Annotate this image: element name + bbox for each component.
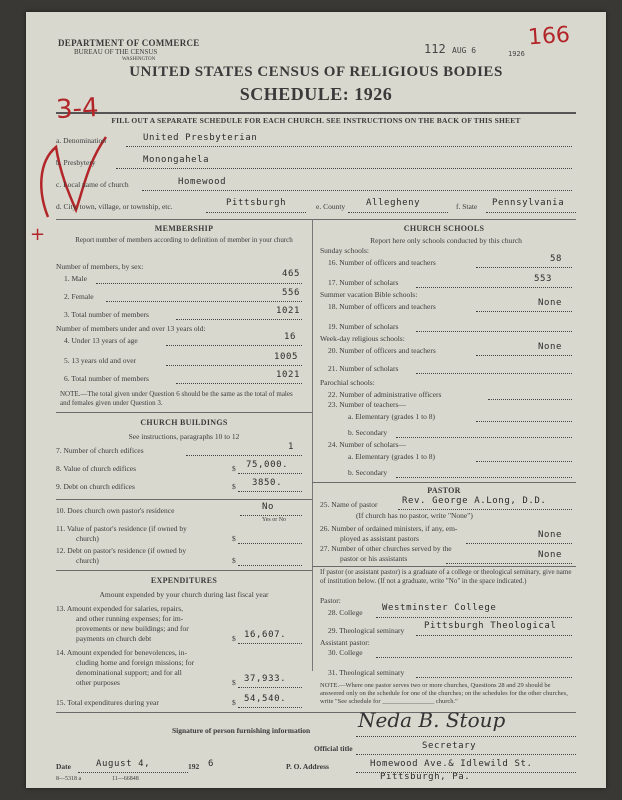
q22-label: 22. Number of administrative officers	[328, 390, 442, 399]
received-stamp-year: 1926	[508, 50, 525, 58]
q22-line[interactable]	[488, 399, 572, 400]
q9-line	[238, 491, 302, 492]
date-label: Date	[56, 762, 71, 771]
q13-label: 13. Amount expended for salaries, repairs,	[56, 604, 184, 613]
q26-label: 26. Number of ordained ministers, if any, em-	[320, 524, 458, 533]
q27-line	[446, 563, 572, 564]
q21-label: 21. Number of scholars	[328, 364, 399, 373]
q20-label: 20. Number of officers and teachers	[328, 346, 436, 355]
membership-heading: MEMBERSHIP	[154, 224, 214, 233]
q15-line	[238, 707, 302, 708]
presbytery-label: b. Presbytery	[56, 158, 96, 167]
handwritten-number: 166	[527, 22, 571, 51]
q24b-label: b. Secondary	[348, 468, 388, 477]
signature-label: Signature of person furnishing information	[172, 726, 311, 735]
city-line	[206, 212, 306, 213]
q19-label: 19. Number of scholars	[328, 322, 399, 331]
received-stamp-number: 112	[424, 42, 446, 56]
presbytery-value[interactable]: Monongahela	[143, 155, 210, 165]
q25-label: 25. Name of pastor	[320, 500, 378, 509]
year-digit[interactable]: 6	[208, 759, 215, 769]
pastor-note: NOTE.—Where one pastor serves two or more churches, Questions 28 and 29 should be answered only on the schedule for one of the churches; on the schedules for the other churches, write "See schedule for ________________ church."	[320, 682, 568, 705]
city-name: WASHINGTON	[122, 57, 156, 62]
schools-heading: CHURCH SCHOOLS	[403, 224, 485, 233]
county-line	[348, 212, 448, 213]
q14-label-2: cluding home and foreign missions; for	[76, 658, 195, 667]
q28-value[interactable]: Westminster College	[382, 603, 497, 613]
state-line	[486, 212, 576, 213]
state-value[interactable]: Pennsylvania	[492, 198, 565, 208]
county-label: e. County	[316, 202, 346, 211]
q6-value[interactable]: 1021	[276, 370, 301, 380]
q28-line	[376, 617, 572, 618]
q12-label-cont: church)	[76, 556, 99, 565]
q13-label-2: and other running expenses; for im-	[76, 614, 184, 623]
q2-label: 2. Female	[64, 292, 94, 301]
q24b-line[interactable]	[396, 477, 572, 478]
city-label: d. City, town, village, or township, etc.	[56, 202, 173, 211]
q26-line	[466, 543, 572, 544]
q8-label: 8. Value of church edifices	[56, 464, 137, 473]
signature-value[interactable]: Neda B. Stoup	[358, 708, 506, 732]
q23b-line[interactable]	[396, 437, 572, 438]
handwritten-code: 3-4	[55, 92, 100, 126]
q25-value[interactable]: Rev. George A.Long, D.D.	[402, 496, 547, 506]
q26-label-cont: ployed as assistant pastors	[340, 534, 419, 543]
q14-value[interactable]: 37,933.	[244, 674, 287, 684]
q6-label: 6. Total number of members	[64, 374, 149, 383]
q12-label: 12. Debt on pastor's residence (if owned by	[56, 546, 187, 555]
city-value[interactable]: Pittsburgh	[226, 198, 287, 208]
church-name-label: c. Local name of church	[56, 180, 129, 189]
q25-note: (If church has no pastor, write "None")	[356, 511, 473, 520]
q23a-line[interactable]	[476, 421, 572, 422]
q11-dollar: $	[232, 534, 236, 543]
q5-line	[166, 365, 302, 366]
q9-value[interactable]: 3850.	[252, 478, 283, 488]
year-prefix: 192	[188, 762, 200, 771]
q8-value[interactable]: 75,000.	[246, 460, 289, 470]
q27-label: 27. Number of other churches served by the	[320, 544, 452, 553]
q18-label: 18. Number of officers and teachers	[328, 302, 436, 311]
q21-line[interactable]	[416, 373, 572, 374]
q23b-label: b. Secondary	[348, 428, 388, 437]
q17-label: 17. Number of scholars	[328, 278, 399, 287]
q7-label: 7. Number of church edifices	[56, 446, 144, 455]
sunday-schools-label: Sunday schools:	[320, 246, 369, 255]
q6-line	[176, 383, 302, 384]
header-rule	[56, 112, 576, 114]
q10-line	[240, 515, 302, 516]
date-line	[78, 772, 188, 773]
q28-label: 28. College	[328, 608, 363, 617]
q20-line	[476, 355, 572, 356]
members-age-label: Number of members under and over 13 years old:	[56, 324, 206, 333]
signature-line	[356, 736, 576, 737]
graduate-note: If pastor (or assistant pastor) is a graduate of a college or theological seminary, give name of institution below. (If not a graduate, write "No" in the space indicated.)	[320, 568, 572, 585]
q12-line[interactable]	[238, 565, 302, 566]
q15-value[interactable]: 54,540.	[244, 694, 287, 704]
q24a-line[interactable]	[476, 461, 572, 462]
state-label: f. State	[456, 202, 478, 211]
form-title: UNITED STATES CENSUS OF RELIGIOUS BODIES	[129, 64, 503, 80]
q9-label: 9. Debt on church edifices	[56, 482, 135, 491]
schools-intro: Report here only schools conducted by this church	[370, 236, 522, 245]
q25-line	[398, 509, 572, 510]
q18-value[interactable]: None	[538, 298, 563, 308]
q30-line[interactable]	[376, 657, 572, 658]
expenditures-intro: Amount expended by your church during last fiscal year	[99, 590, 269, 599]
weekday-schools-label: Week-day religious schools:	[320, 334, 405, 343]
q10-label: 10. Does church own pastor's residence	[56, 506, 175, 515]
pastor-rule	[312, 566, 576, 567]
official-title-label: Official title	[314, 744, 353, 753]
yes-no-hint: Yes or No	[262, 517, 287, 523]
q14-label-3: denominational support; and for all	[76, 668, 182, 677]
q23-label: 23. Number of teachers—	[328, 400, 406, 409]
q1-value[interactable]: 465	[282, 269, 301, 279]
presbytery-line	[116, 168, 572, 169]
expenditures-rule	[56, 570, 312, 571]
official-title-value[interactable]: Secretary	[422, 741, 477, 751]
church-name-value[interactable]: Homewood	[178, 177, 227, 187]
q13-line	[238, 643, 302, 644]
q1-label: 1. Male	[64, 274, 87, 283]
q16-line	[476, 267, 572, 268]
q29-value[interactable]: Pittsburgh Theological	[424, 621, 557, 631]
q26-value[interactable]: None	[538, 530, 563, 540]
q17-value[interactable]: 553	[534, 274, 553, 284]
q7-line	[186, 455, 302, 456]
q4-value[interactable]: 16	[284, 332, 297, 342]
q3-line	[176, 319, 302, 320]
q16-value[interactable]: 58	[550, 254, 563, 264]
q30-label: 30. College	[328, 648, 363, 657]
q10-value[interactable]: No	[262, 502, 275, 512]
q13-label-3: provements or new buildings; and for	[76, 624, 189, 633]
q4-line	[166, 345, 302, 346]
assistant-sublabel: Assistant pastor:	[320, 638, 370, 647]
column-divider	[312, 219, 313, 671]
county-value[interactable]: Allegheny	[366, 198, 421, 208]
buildings-rule	[56, 499, 312, 500]
q27-label-cont: pastor or his assistants	[340, 554, 408, 563]
census-form-sheet	[26, 12, 606, 788]
q3-label: 3. Total number of members	[64, 310, 149, 319]
q31-label: 31. Theological seminary	[328, 668, 405, 677]
summer-schools-label: Summer vacation Bible schools:	[320, 290, 418, 299]
q24a-label: a. Elementary (grades 1 to 8)	[348, 452, 436, 461]
denomination-value[interactable]: United Presbyterian	[143, 133, 258, 143]
denomination-label: a. Denomination	[56, 136, 106, 145]
buildings-intro: See instructions, paragraphs 10 to 12	[128, 432, 240, 441]
members-by-sex-label: Number of members, by sex:	[56, 262, 144, 271]
q15-dollar: $	[232, 698, 236, 707]
identity-rule	[56, 219, 576, 220]
q2-value[interactable]: 556	[282, 288, 301, 298]
membership-intro: Report number of members according to definition of member in your church	[75, 236, 293, 244]
q27-value[interactable]: None	[538, 550, 563, 560]
church-name-line	[142, 190, 572, 191]
date-value[interactable]: August 4,	[96, 759, 151, 769]
q14-label: 14. Amount expended for benevolences, in-	[56, 648, 188, 657]
print-code-2: 11—66848	[112, 776, 139, 782]
expenditures-heading: EXPENDITURES	[150, 576, 218, 585]
official-title-line	[356, 754, 576, 755]
q14-dollar: $	[232, 678, 236, 687]
q9-dollar: $	[232, 482, 236, 491]
department-name: DEPARTMENT OF COMMERCE	[58, 38, 200, 48]
q13-label-4: payments on church debt	[76, 634, 152, 643]
q23a-label: a. Elementary (grades 1 to 8)	[348, 412, 436, 421]
q14-line	[238, 687, 302, 688]
q16-label: 16. Number of officers and teachers	[328, 258, 436, 267]
q14-label-4: other purposes	[76, 678, 120, 687]
form-instruction: FILL OUT A SEPARATE SCHEDULE FOR EACH CHURCH. SEE INSTRUCTIONS ON THE BACK OF THIS SHEET	[111, 116, 521, 125]
q7-value[interactable]: 1	[288, 442, 295, 452]
q2-line	[106, 301, 302, 302]
q13-dollar: $	[232, 634, 236, 643]
q11-label: 11. Value of pastor's residence (if owned by	[56, 524, 187, 533]
q15-label: 15. Total expenditures during year	[56, 698, 159, 707]
q31-line[interactable]	[416, 677, 572, 678]
address-line-2[interactable]: Pittsburgh, Pa.	[380, 772, 471, 782]
pastor-sublabel: Pastor:	[320, 596, 341, 605]
q12-dollar: $	[232, 556, 236, 565]
denomination-line	[126, 146, 572, 147]
parochial-schools-label: Parochial schools:	[320, 378, 375, 387]
print-code: 8—5318 a	[56, 776, 82, 782]
q4-label: 4. Under 13 years of age	[64, 336, 138, 345]
q24-label: 24. Number of scholars—	[328, 440, 406, 449]
q20-value[interactable]: None	[538, 342, 563, 352]
q17-line	[416, 287, 572, 288]
handwritten-plus: +	[30, 224, 46, 245]
q8-dollar: $	[232, 464, 236, 473]
q11-label-cont: church)	[76, 534, 99, 543]
q29-line	[416, 635, 572, 636]
q29-label: 29. Theological seminary	[328, 626, 405, 635]
schools-rule	[312, 482, 576, 483]
address-line-1[interactable]: Homewood Ave.& Idlewild St.	[370, 759, 533, 769]
q1-line	[96, 283, 302, 284]
q18-line	[476, 311, 572, 312]
q19-line[interactable]	[416, 331, 572, 332]
received-stamp-date: AUG 6	[452, 46, 477, 55]
pastor-heading: PASTOR	[427, 486, 461, 495]
buildings-heading: CHURCH BUILDINGS	[140, 418, 228, 427]
q13-value[interactable]: 16,607.	[244, 630, 287, 640]
schedule-title: SCHEDULE: 1926	[239, 84, 393, 104]
q5-label: 5. 13 years old and over	[64, 356, 137, 365]
q8-line	[238, 473, 302, 474]
po-address-label: P. O. Address	[286, 762, 329, 771]
membership-note: NOTE.—The total given under Question 6 should be the same as the total of males and females given under Question 3.	[60, 390, 293, 407]
bureau-name: BUREAU OF THE CENSUS	[74, 48, 158, 56]
q3-value[interactable]: 1021	[276, 306, 301, 316]
q11-line[interactable]	[238, 543, 302, 544]
q5-value[interactable]: 1005	[274, 352, 299, 362]
membership-rule	[56, 412, 312, 413]
